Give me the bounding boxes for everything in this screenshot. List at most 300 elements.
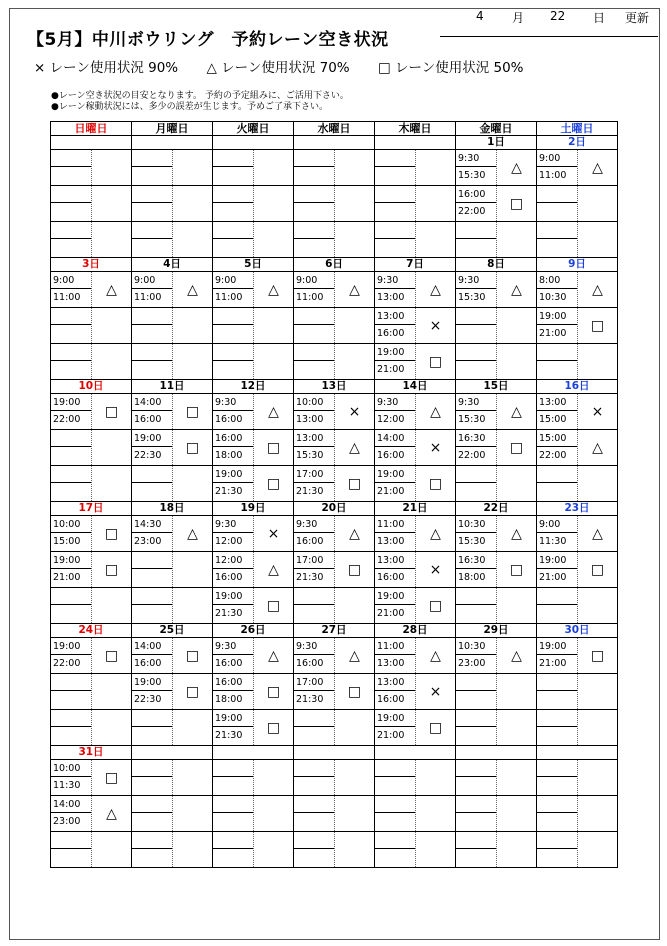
updated-day: 22 <box>550 9 566 23</box>
slot-cell <box>51 394 132 430</box>
start-time <box>51 430 91 447</box>
end-time <box>375 239 415 256</box>
weekday-6: 土曜日 <box>537 122 618 136</box>
usage-mark <box>173 186 212 221</box>
slot-cell <box>132 344 213 380</box>
slot-cell <box>132 710 213 746</box>
start-time <box>132 150 172 167</box>
usage-mark: □ <box>347 475 362 492</box>
usage-mark <box>497 588 536 623</box>
end-time <box>213 167 253 184</box>
end-time: 16:00 <box>215 414 243 425</box>
usage-mark: □ <box>590 647 605 664</box>
end-time <box>51 361 91 378</box>
updated-underline <box>440 36 658 37</box>
usage-mark: △ <box>106 805 117 822</box>
slot-cell <box>294 222 375 258</box>
week-dates-row <box>51 136 618 150</box>
slot-cell <box>456 430 537 466</box>
start-time: 9:00 <box>294 272 334 289</box>
start-time <box>132 588 172 605</box>
start-time: 19:00 <box>51 552 91 569</box>
slot-row <box>51 272 618 308</box>
usage-mark <box>173 760 212 795</box>
usage-mark: △ <box>349 439 360 456</box>
start-time <box>537 466 577 483</box>
usage-mark <box>335 832 374 867</box>
usage-mark: □ <box>185 403 200 420</box>
legend-90: × レーン使用状況 90% <box>34 60 179 76</box>
end-time <box>51 483 91 500</box>
end-time: 21:00 <box>377 364 405 375</box>
slot-cell <box>537 222 618 258</box>
usage-mark <box>578 710 617 745</box>
start-time: 19:00 <box>375 710 415 727</box>
end-time <box>132 167 172 184</box>
start-time: 14:00 <box>132 394 172 411</box>
end-time <box>132 569 172 586</box>
availability-calendar <box>50 121 618 868</box>
end-time: 15:30 <box>458 536 486 547</box>
usage-mark <box>335 308 374 343</box>
weekday-5: 金曜日 <box>456 122 537 136</box>
date-cell: 14日 <box>375 380 456 394</box>
slot-cell <box>375 760 456 796</box>
start-time <box>456 674 496 691</box>
slot-cell <box>375 344 456 380</box>
slot-row <box>51 150 618 186</box>
end-time: 16:00 <box>377 572 405 583</box>
end-time <box>51 849 91 866</box>
usage-mark <box>254 760 293 795</box>
start-time <box>537 186 577 203</box>
end-time: 16:00 <box>377 328 405 339</box>
end-time <box>375 813 415 830</box>
start-time: 12:00 <box>213 552 253 569</box>
slot-cell <box>213 516 294 552</box>
start-time <box>132 344 172 361</box>
slot-row <box>51 796 618 832</box>
usage-mark: □ <box>266 719 281 736</box>
start-time <box>51 186 91 203</box>
end-time <box>132 605 172 622</box>
end-time <box>294 203 334 220</box>
usage-mark: □ <box>185 647 200 664</box>
start-time: 9:30 <box>213 516 253 533</box>
end-time <box>456 849 496 866</box>
end-time <box>375 167 415 184</box>
start-time: 15:00 <box>537 430 577 447</box>
start-time <box>132 760 172 777</box>
usage-mark: × <box>591 403 604 420</box>
slot-cell <box>537 272 618 308</box>
start-time <box>456 832 496 849</box>
start-time <box>132 710 172 727</box>
week-dates-row <box>51 746 618 760</box>
slot-cell <box>294 516 375 552</box>
end-time <box>456 813 496 830</box>
date-cell: 30日 <box>537 624 618 638</box>
slot-cell <box>51 638 132 674</box>
slot-cell <box>213 588 294 624</box>
slot-cell <box>213 272 294 308</box>
usage-mark: △ <box>592 439 603 456</box>
start-time <box>294 344 334 361</box>
slot-row <box>51 832 618 868</box>
slot-cell <box>132 186 213 222</box>
end-time: 21:00 <box>539 328 567 339</box>
start-time: 13:00 <box>537 394 577 411</box>
usage-mark: △ <box>268 403 279 420</box>
end-time <box>51 167 91 184</box>
slot-cell <box>375 394 456 430</box>
end-time <box>456 325 496 342</box>
start-time <box>456 308 496 325</box>
updated-day-label: 日 <box>593 11 606 25</box>
date-cell: 29日 <box>456 624 537 638</box>
slot-cell <box>537 430 618 466</box>
week-dates-row <box>51 502 618 516</box>
end-time: 11:00 <box>539 170 567 181</box>
start-time <box>51 588 91 605</box>
end-time: 16:00 <box>377 694 405 705</box>
end-time: 12:00 <box>377 414 405 425</box>
start-time <box>456 344 496 361</box>
start-time <box>456 710 496 727</box>
start-time <box>375 150 415 167</box>
date-cell: 10日 <box>51 380 132 394</box>
end-time <box>294 849 334 866</box>
start-time: 9:00 <box>537 516 577 533</box>
slot-cell <box>132 832 213 868</box>
usage-mark: △ <box>430 525 441 542</box>
slot-row <box>51 186 618 222</box>
slot-cell <box>294 552 375 588</box>
slot-cell <box>132 674 213 710</box>
usage-mark <box>173 222 212 257</box>
end-time <box>132 777 172 794</box>
usage-mark: △ <box>511 403 522 420</box>
usage-mark: △ <box>187 281 198 298</box>
usage-mark: △ <box>430 647 441 664</box>
usage-mark: △ <box>349 281 360 298</box>
slot-cell <box>132 796 213 832</box>
date-cell <box>132 136 213 150</box>
start-time <box>213 832 253 849</box>
slot-cell <box>537 466 618 502</box>
slot-cell <box>537 308 618 344</box>
usage-mark <box>173 588 212 623</box>
end-time: 18:00 <box>215 694 243 705</box>
end-time <box>537 483 577 500</box>
start-time <box>51 710 91 727</box>
usage-mark: △ <box>268 561 279 578</box>
slot-cell <box>51 430 132 466</box>
start-time: 9:00 <box>537 150 577 167</box>
start-time <box>537 588 577 605</box>
slot-cell <box>456 796 537 832</box>
slot-cell <box>537 552 618 588</box>
usage-mark: × <box>429 317 442 334</box>
start-time: 14:00 <box>132 638 172 655</box>
start-time <box>456 466 496 483</box>
usage-mark: □ <box>104 561 119 578</box>
start-time <box>132 466 172 483</box>
usage-mark: △ <box>268 647 279 664</box>
slot-cell <box>294 272 375 308</box>
slot-cell <box>294 344 375 380</box>
usage-mark <box>173 832 212 867</box>
start-time <box>132 186 172 203</box>
slot-cell <box>213 308 294 344</box>
slot-cell <box>456 394 537 430</box>
end-time: 12:00 <box>215 536 243 547</box>
end-time: 21:00 <box>377 608 405 619</box>
usage-mark: □ <box>590 317 605 334</box>
slot-cell <box>132 588 213 624</box>
slot-cell <box>294 430 375 466</box>
legend-70: △ レーン使用状況 70% <box>206 60 350 76</box>
end-time <box>132 203 172 220</box>
end-time: 11:30 <box>53 780 81 791</box>
slot-cell <box>294 466 375 502</box>
slot-cell <box>375 150 456 186</box>
usage-mark: □ <box>347 561 362 578</box>
usage-mark <box>335 710 374 745</box>
end-time: 15:00 <box>53 536 81 547</box>
start-time: 19:00 <box>375 588 415 605</box>
slot-cell <box>537 638 618 674</box>
usage-mark <box>254 344 293 379</box>
date-cell: 9日 <box>537 258 618 272</box>
start-time <box>51 308 91 325</box>
slot-cell <box>294 674 375 710</box>
date-cell: 23日 <box>537 502 618 516</box>
end-time <box>456 605 496 622</box>
end-time <box>456 727 496 744</box>
usage-mark: □ <box>509 561 524 578</box>
slot-cell <box>456 674 537 710</box>
slot-cell <box>51 222 132 258</box>
slot-cell <box>51 674 132 710</box>
start-time: 11:00 <box>375 516 415 533</box>
slot-cell <box>537 344 618 380</box>
start-time: 19:00 <box>51 638 91 655</box>
end-time <box>537 813 577 830</box>
end-time: 22:00 <box>458 206 486 217</box>
usage-mark <box>92 344 131 379</box>
slot-cell <box>537 186 618 222</box>
start-time <box>294 150 334 167</box>
start-time: 9:30 <box>375 272 415 289</box>
start-time: 9:30 <box>456 272 496 289</box>
date-cell <box>375 746 456 760</box>
legend <box>34 56 548 76</box>
usage-mark <box>335 760 374 795</box>
usage-mark: △ <box>106 281 117 298</box>
start-time: 19:00 <box>537 638 577 655</box>
usage-mark <box>578 796 617 831</box>
start-time: 19:00 <box>375 466 415 483</box>
usage-mark: □ <box>509 439 524 456</box>
start-time: 9:00 <box>132 272 172 289</box>
slot-cell <box>132 552 213 588</box>
start-time: 14:00 <box>375 430 415 447</box>
start-time <box>51 150 91 167</box>
date-cell <box>537 746 618 760</box>
slot-row <box>51 308 618 344</box>
slot-cell <box>537 710 618 746</box>
date-cell <box>294 136 375 150</box>
slot-cell <box>375 796 456 832</box>
end-time: 15:30 <box>458 292 486 303</box>
week-dates-row <box>51 258 618 272</box>
end-time: 15:30 <box>458 170 486 181</box>
slot-cell <box>294 150 375 186</box>
end-time <box>294 239 334 256</box>
date-cell: 17日 <box>51 502 132 516</box>
usage-mark: × <box>267 525 280 542</box>
end-time <box>132 849 172 866</box>
slot-cell <box>456 308 537 344</box>
date-cell: 15日 <box>456 380 537 394</box>
usage-mark <box>416 150 455 185</box>
end-time <box>213 203 253 220</box>
start-time <box>294 308 334 325</box>
usage-mark <box>497 760 536 795</box>
slot-cell <box>213 674 294 710</box>
slot-cell <box>294 796 375 832</box>
end-time: 22:00 <box>458 450 486 461</box>
start-time: 17:00 <box>294 674 334 691</box>
slot-cell <box>294 638 375 674</box>
slot-cell <box>51 466 132 502</box>
start-time: 10:30 <box>456 638 496 655</box>
end-time <box>51 203 91 220</box>
start-time: 14:30 <box>132 516 172 533</box>
usage-mark <box>335 588 374 623</box>
start-time: 19:00 <box>375 344 415 361</box>
end-time <box>132 325 172 342</box>
date-cell: 13日 <box>294 380 375 394</box>
end-time <box>456 361 496 378</box>
slot-cell <box>213 394 294 430</box>
end-time: 21:00 <box>539 658 567 669</box>
start-time <box>213 222 253 239</box>
slot-cell <box>51 272 132 308</box>
start-time: 14:00 <box>51 796 91 813</box>
end-time: 13:00 <box>296 414 324 425</box>
usage-mark <box>416 796 455 831</box>
slot-cell <box>51 588 132 624</box>
slot-cell <box>132 272 213 308</box>
usage-mark: □ <box>104 403 119 420</box>
date-cell: 1日 <box>456 136 537 150</box>
slot-cell <box>213 430 294 466</box>
note-2: ●レーン稼動状況には、多少の誤差が生じます。予めご了承下さい。 <box>51 102 328 112</box>
date-cell: 21日 <box>375 502 456 516</box>
end-time: 15:00 <box>539 414 567 425</box>
slot-cell <box>456 272 537 308</box>
slot-cell <box>213 150 294 186</box>
slot-cell <box>375 222 456 258</box>
date-cell: 25日 <box>132 624 213 638</box>
usage-mark <box>416 186 455 221</box>
end-time: 21:00 <box>377 730 405 741</box>
usage-mark: □ <box>104 525 119 542</box>
end-time <box>537 727 577 744</box>
slot-cell <box>213 760 294 796</box>
slot-cell <box>132 638 213 674</box>
start-time: 19:00 <box>537 552 577 569</box>
usage-mark: △ <box>511 647 522 664</box>
end-time <box>51 691 91 708</box>
usage-mark <box>497 796 536 831</box>
start-time: 8:00 <box>537 272 577 289</box>
usage-mark <box>335 150 374 185</box>
usage-mark: □ <box>104 769 119 786</box>
slot-cell <box>537 832 618 868</box>
slot-cell <box>51 710 132 746</box>
start-time <box>132 552 172 569</box>
start-time: 10:00 <box>51 760 91 777</box>
end-time: 23:00 <box>458 658 486 669</box>
end-time <box>537 691 577 708</box>
start-time: 9:00 <box>51 272 91 289</box>
usage-mark <box>497 308 536 343</box>
date-cell: 5日 <box>213 258 294 272</box>
slot-cell <box>51 344 132 380</box>
start-time <box>213 760 253 777</box>
end-time <box>213 361 253 378</box>
end-time: 21:00 <box>539 572 567 583</box>
start-time: 17:00 <box>294 552 334 569</box>
usage-mark: □ <box>428 475 443 492</box>
end-time: 21:00 <box>377 486 405 497</box>
usage-mark: △ <box>592 159 603 176</box>
end-time: 16:00 <box>377 450 405 461</box>
slot-row <box>51 394 618 430</box>
end-time <box>294 605 334 622</box>
start-time: 11:00 <box>375 638 415 655</box>
end-time <box>294 325 334 342</box>
slot-row <box>51 430 618 466</box>
start-time: 19:00 <box>537 308 577 325</box>
date-cell <box>213 746 294 760</box>
usage-mark <box>416 832 455 867</box>
slot-cell <box>132 394 213 430</box>
start-time <box>213 796 253 813</box>
end-time <box>537 203 577 220</box>
start-time <box>132 308 172 325</box>
end-time <box>132 727 172 744</box>
slot-cell <box>456 150 537 186</box>
start-time <box>213 150 253 167</box>
slot-cell <box>294 186 375 222</box>
slot-cell <box>375 272 456 308</box>
end-time: 16:00 <box>134 414 162 425</box>
usage-mark <box>92 222 131 257</box>
end-time <box>132 361 172 378</box>
start-time <box>456 796 496 813</box>
slot-cell <box>375 186 456 222</box>
date-cell: 22日 <box>456 502 537 516</box>
slot-cell <box>132 150 213 186</box>
end-time <box>51 325 91 342</box>
date-cell: 6日 <box>294 258 375 272</box>
end-time <box>51 447 91 464</box>
start-time: 9:30 <box>456 150 496 167</box>
